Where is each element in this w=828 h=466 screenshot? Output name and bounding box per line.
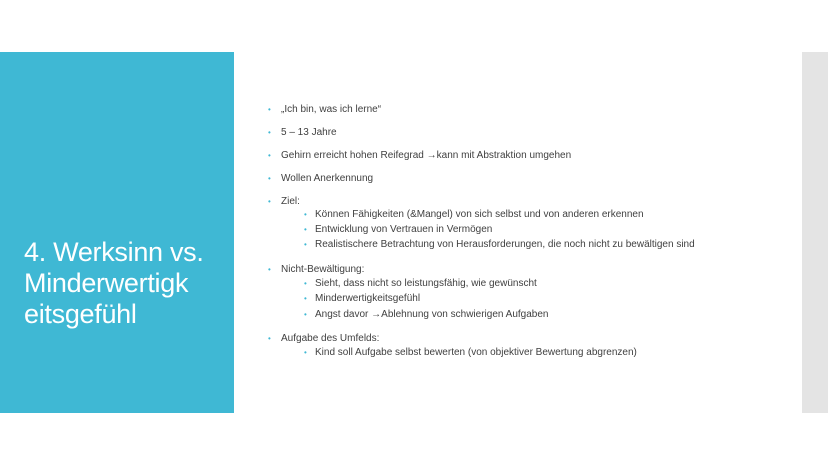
list-item-text: Ziel:: [281, 196, 300, 207]
bullet-icon: •: [304, 240, 307, 249]
sub-list-item: [304, 278, 537, 290]
list-item: [268, 173, 374, 185]
bullet-icon: •: [268, 105, 271, 114]
list-item-text: Nicht-Bewältigung:: [281, 264, 365, 275]
slide-title: [24, 237, 230, 330]
sub-list-item: [304, 239, 695, 251]
list-item-text: Können Fähigkeiten (&Mangel) von sich selbst und von anderen erkennen: [315, 209, 644, 220]
list-item-text: „Ich bin, was ich lerne“: [281, 104, 382, 115]
list-item: [268, 333, 380, 345]
title-line-3: eitsgefühl: [24, 299, 137, 329]
bullet-icon: •: [268, 128, 271, 137]
list-item-text: Entwicklung von Vertrauen in Vermögen: [315, 224, 493, 235]
bullet-icon: •: [268, 334, 271, 343]
side-strip: [802, 52, 828, 413]
bullet-icon: •: [268, 265, 271, 274]
sub-list-item: [304, 224, 493, 236]
bullet-icon: •: [268, 174, 271, 183]
list-item: [268, 150, 572, 162]
sub-list-item: [304, 309, 549, 321]
list-item-text: Angst davor →Ablehnung von schwierigen Aufgaben: [315, 309, 549, 320]
sub-list-item: [304, 347, 637, 359]
list-item: [268, 127, 337, 139]
bullet-icon: •: [304, 279, 307, 288]
bullet-icon: •: [268, 197, 271, 206]
list-item-text: 5 – 13 Jahre: [281, 127, 337, 138]
bullet-icon: •: [304, 348, 307, 357]
bullet-icon: •: [304, 210, 307, 219]
list-item: [268, 196, 300, 208]
list-item: [268, 104, 382, 116]
bullet-icon: •: [304, 310, 307, 319]
list-item-text: Aufgabe des Umfelds:: [281, 333, 380, 344]
list-item: [268, 264, 365, 276]
sub-list-item: [304, 209, 644, 221]
bullet-icon: •: [304, 294, 307, 303]
sub-list-item: [304, 293, 421, 305]
title-line-1: 4. Werksinn vs.: [24, 237, 204, 267]
bullet-icon: •: [268, 151, 271, 160]
list-item-text: Realistischere Betrachtung von Herausforderungen, die noch nicht zu bewältigen sind: [315, 239, 695, 250]
list-item-text: Wollen Anerkennung: [281, 173, 374, 184]
list-item-text: Kind soll Aufgabe selbst bewerten (von objektiver Bewertung abgrenzen): [315, 347, 637, 358]
list-item-text: Sieht, dass nicht so leistungsfähig, wie gewünscht: [315, 278, 537, 289]
title-line-2: Minderwertigk: [24, 268, 189, 298]
list-item-text: Gehirn erreicht hohen Reifegrad →kann mit Abstraktion umgehen: [281, 150, 572, 161]
title-panel: [0, 52, 234, 413]
list-item-text: Minderwertigkeitsgefühl: [315, 293, 421, 304]
bullet-icon: •: [304, 225, 307, 234]
